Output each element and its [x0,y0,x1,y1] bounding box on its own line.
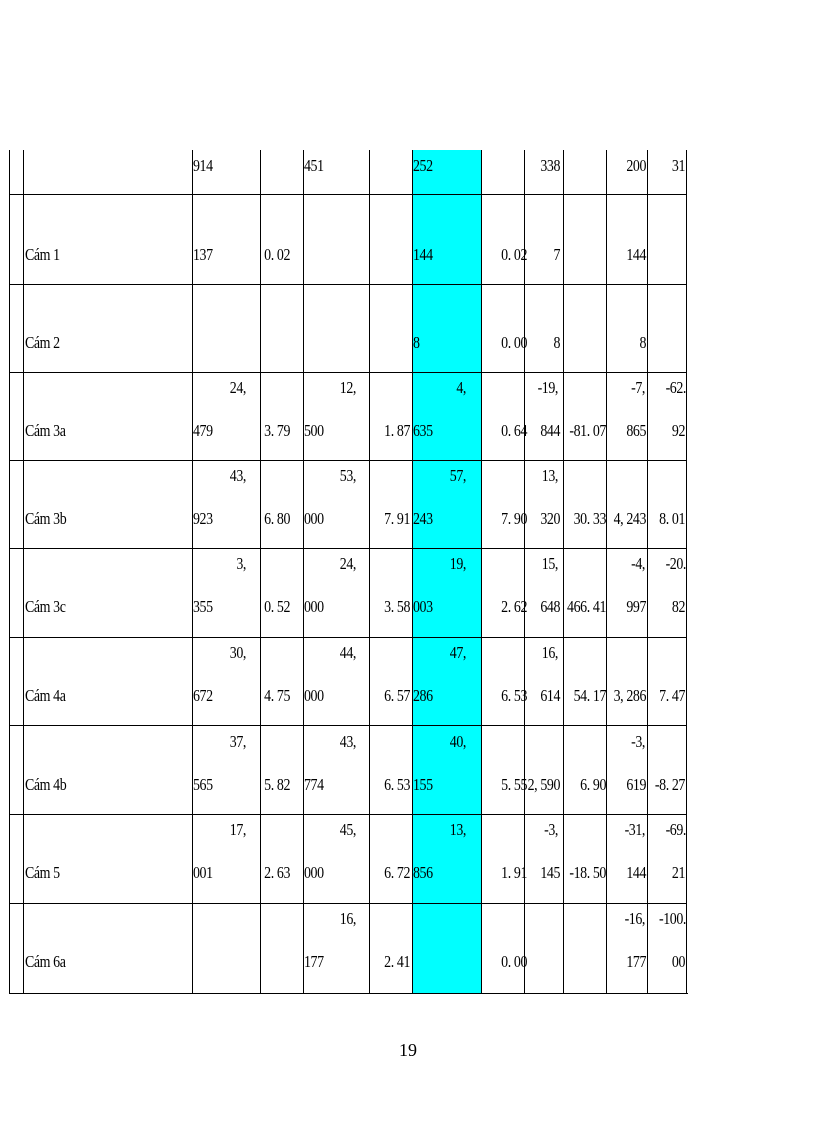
row-label: Cám 3c [25,597,66,616]
table-cell-upper: 15, [541,554,558,573]
table-cell: 7 [553,245,560,264]
table-cell: 6. 90 [580,775,606,794]
table-cell: 0. 64 [501,421,527,440]
table-cell: 30. 33 [573,509,606,528]
table-cell: 137 [193,245,213,264]
table-cell: 2. 62 [501,597,527,616]
table-cell: 8 [639,333,646,352]
table-cell: 92 [671,421,685,440]
table-cell: 1. 91 [501,863,527,882]
table-cell: 000 [304,509,324,528]
table-cell-upper: 3, [236,554,246,573]
table-cell-upper: 24, [229,378,246,397]
table-cell-upper: 4, [456,378,466,397]
table-cell: 5. 55 [501,775,527,794]
table-cell-upper: 16, [541,643,558,662]
table-cell: 672 [193,686,213,705]
table-cell: 177 [304,952,324,971]
row-label: Cám 1 [25,245,60,264]
table-cell: 844 [540,421,560,440]
page-number: 19 [399,1040,417,1060]
table-cell: 21 [671,863,685,882]
table-cell-upper: 44, [339,643,356,662]
table-cell-upper: 17, [229,820,246,839]
table-cell-upper: -100. [659,909,686,928]
table-cell: 001 [193,863,213,882]
table-cell: 003 [413,597,433,616]
table-cell: 155 [413,775,433,794]
table-cell: 2. 41 [384,952,410,971]
table-cell-upper: 12, [339,378,356,397]
table-cell: 565 [193,775,213,794]
grid-horizontal-line [9,637,687,638]
table-cell: 3. 58 [384,597,410,616]
table-cell: 923 [193,509,213,528]
table-cell: 856 [413,863,433,882]
table-cell-upper: 47, [449,643,466,662]
table-cell: 3. 79 [264,421,290,440]
grid-horizontal-line [9,460,687,461]
table-cell: 0. 02 [264,245,290,264]
table-cell: 320 [540,509,560,528]
table-cell: 451 [304,156,324,175]
row-label: Cám 4b [25,775,67,794]
grid-horizontal-line [9,284,687,285]
table-cell: 614 [540,686,560,705]
table-cell-upper: 43, [339,732,356,751]
row-label: Cám 3b [25,509,67,528]
table-cell: 865 [626,421,646,440]
table-cell: 6. 53 [501,686,527,705]
table-cell-upper: -3, [631,732,645,751]
table-cell: 6. 53 [384,775,410,794]
grid-horizontal-line [9,903,687,904]
table-cell: 1. 87 [384,421,410,440]
table-cell-upper: 16, [339,909,356,928]
grid-horizontal-line [9,194,687,195]
table-cell: 997 [626,597,646,616]
table-cell: 0. 00 [501,333,527,352]
table-cell-upper: 53, [339,466,356,485]
table-cell: 466. 41 [567,597,606,616]
table-cell: 7. 90 [501,509,527,528]
table-cell: 000 [304,863,324,882]
table-cell: 82 [671,597,685,616]
table-cell: 0. 00 [501,952,527,971]
table-cell: 0. 02 [501,245,527,264]
table-cell: 0. 52 [264,597,290,616]
table-cell: 648 [540,597,560,616]
table-cell-upper: -62. [665,378,686,397]
row-label: Cám 3a [25,421,66,440]
row-label: Cám 6a [25,952,66,971]
table-cell: 355 [193,597,213,616]
table-cell: 286 [413,686,433,705]
table-cell: -8. 27 [654,775,685,794]
table-cell-upper: 13, [541,466,558,485]
table-cell: 144 [626,245,646,264]
table-cell: 000 [304,686,324,705]
table-cell: 8. 01 [659,509,685,528]
table-cell-upper: 45, [339,820,356,839]
table-cell-upper: -31, [624,820,645,839]
table-cell: 8 [413,333,420,352]
table-cell: 635 [413,421,433,440]
table-cell-upper: 19, [449,554,466,573]
table-cell: 144 [413,245,433,264]
table-cell: 7. 91 [384,509,410,528]
table-cell: 479 [193,421,213,440]
table-cell-upper: 37, [229,732,246,751]
table-cell: 7. 47 [659,686,685,705]
grid-horizontal-line [9,725,687,726]
table-cell: 145 [540,863,560,882]
table-cell: 500 [304,421,324,440]
table-cell: -18. 50 [569,863,606,882]
table-cell: 774 [304,775,324,794]
table-cell: 6. 80 [264,509,290,528]
table-cell: 8 [553,333,560,352]
table-cell: 200 [626,156,646,175]
table-cell-upper: -3, [544,820,558,839]
row-label: Cám 4a [25,686,66,705]
table-cell: 2. 63 [264,863,290,882]
table-cell: 6. 72 [384,863,410,882]
row-label: Cám 2 [25,333,60,352]
table-cell-upper: -4, [631,554,645,573]
table-cell: 2, 590 [527,775,560,794]
table-cell: 3, 286 [613,686,646,705]
table-cell: -81. 07 [569,421,606,440]
table-cell: 252 [413,156,433,175]
table-cell: 177 [626,952,646,971]
table-cell: 144 [626,863,646,882]
grid-horizontal-line [9,814,687,815]
table-cell: 000 [304,597,324,616]
table-cell: 00 [671,952,685,971]
table-cell: 54. 17 [573,686,606,705]
table-cell-upper: -20. [665,554,686,573]
table-cell: 619 [626,775,646,794]
table-cell-upper: 40, [449,732,466,751]
grid-vertical-line [686,150,687,993]
table-cell-upper: 24, [339,554,356,573]
table-cell: 338 [540,156,560,175]
table-cell-upper: 13, [449,820,466,839]
grid-horizontal-line [9,372,687,373]
table-cell-upper: 43, [229,466,246,485]
table-cell-upper: -69. [665,820,686,839]
row-label: Cám 5 [25,863,60,882]
table-cell-upper: -19, [537,378,558,397]
table-cell-upper: -7, [631,378,645,397]
table-cell: 5. 82 [264,775,290,794]
table-cell: 31 [671,156,685,175]
table-cell-upper: 57, [449,466,466,485]
grid-vertical-line [23,150,24,993]
grid-horizontal-line [9,548,687,549]
table-cell: 914 [193,156,213,175]
table-cell: 243 [413,509,433,528]
table-cell: 4, 243 [613,509,646,528]
table-cell: 4. 75 [264,686,290,705]
table-cell: 6. 57 [384,686,410,705]
table-cell-upper: -16, [624,909,645,928]
table-cell-upper: 30, [229,643,246,662]
